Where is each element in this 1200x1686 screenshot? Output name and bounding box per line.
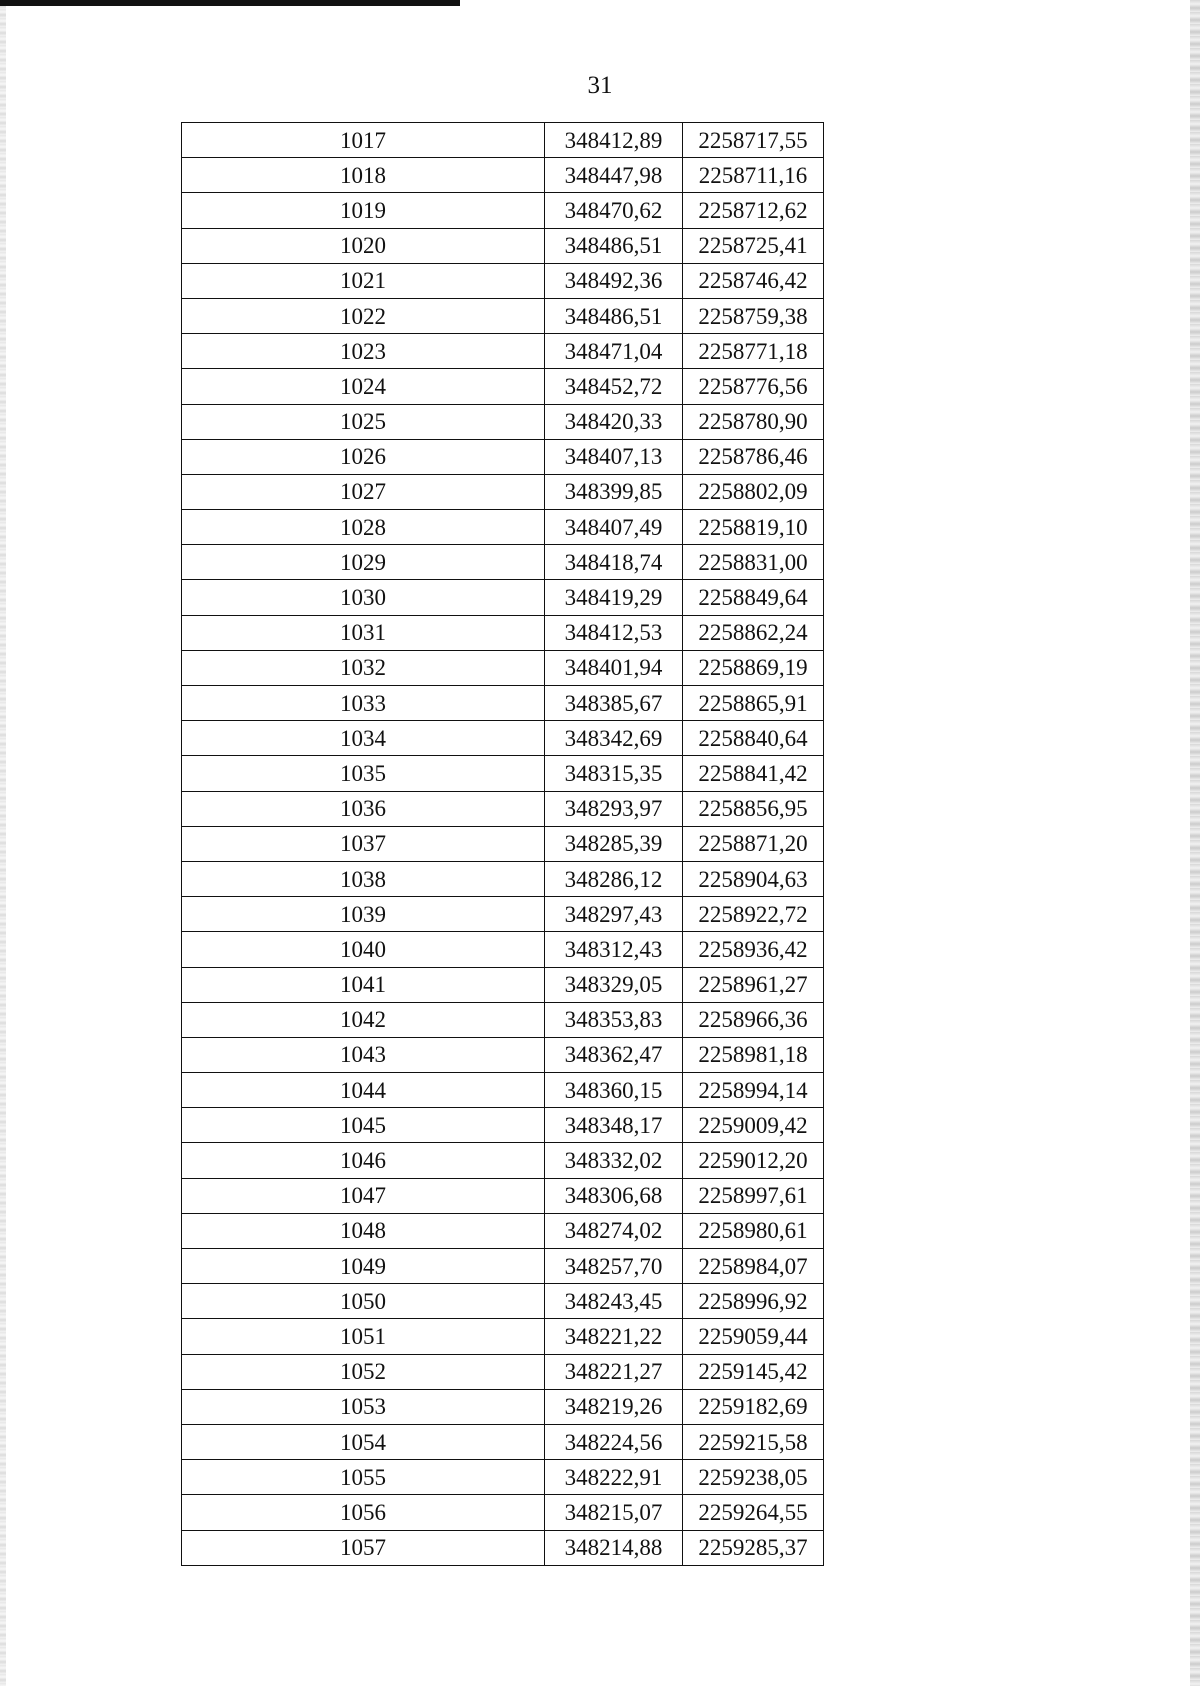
table-row <box>182 1143 824 1178</box>
x-coordinate-cell: 348399,85 <box>545 474 683 509</box>
table-row <box>182 897 824 932</box>
x-coordinate-cell: 348285,39 <box>545 826 683 861</box>
x-coordinate-cell: 348332,02 <box>545 1143 683 1178</box>
coordinates-table <box>181 122 824 1566</box>
table-row <box>182 228 824 263</box>
table-row <box>182 1073 824 1108</box>
x-coordinate-cell: 348219,26 <box>545 1389 683 1424</box>
point-number-cell: 1028 <box>182 510 545 545</box>
table-row <box>182 1530 824 1565</box>
x-coordinate-cell: 348360,15 <box>545 1073 683 1108</box>
table-row <box>182 1037 824 1072</box>
x-coordinate-cell: 348419,29 <box>545 580 683 615</box>
y-coordinate-cell: 2258780,90 <box>683 404 824 439</box>
point-number-cell: 1022 <box>182 298 545 333</box>
x-coordinate-cell: 348412,89 <box>545 123 683 158</box>
point-number-cell: 1047 <box>182 1178 545 1213</box>
point-number-cell: 1029 <box>182 545 545 580</box>
table-row <box>182 1284 824 1319</box>
point-number-cell: 1017 <box>182 123 545 158</box>
y-coordinate-cell: 2258776,56 <box>683 369 824 404</box>
y-coordinate-cell: 2259059,44 <box>683 1319 824 1354</box>
page-number: 31 <box>587 72 613 99</box>
point-number-cell: 1057 <box>182 1530 545 1565</box>
x-coordinate-cell: 348221,27 <box>545 1354 683 1389</box>
point-number-cell: 1052 <box>182 1354 545 1389</box>
point-number-cell: 1044 <box>182 1073 545 1108</box>
point-number-cell: 1019 <box>182 193 545 228</box>
table-row <box>182 1249 824 1284</box>
y-coordinate-cell: 2258922,72 <box>683 897 824 932</box>
point-number-cell: 1027 <box>182 474 545 509</box>
table-row <box>182 123 824 158</box>
y-coordinate-cell: 2259012,20 <box>683 1143 824 1178</box>
y-coordinate-cell: 2258786,46 <box>683 439 824 474</box>
scan-edge-right <box>1190 0 1200 1686</box>
y-coordinate-cell: 2258904,63 <box>683 861 824 896</box>
point-number-cell: 1040 <box>182 932 545 967</box>
x-coordinate-cell: 348353,83 <box>545 1002 683 1037</box>
table-row <box>182 1495 824 1530</box>
x-coordinate-cell: 348418,74 <box>545 545 683 580</box>
x-coordinate-cell: 348420,33 <box>545 404 683 439</box>
y-coordinate-cell: 2258980,61 <box>683 1213 824 1248</box>
x-coordinate-cell: 348492,36 <box>545 263 683 298</box>
point-number-cell: 1021 <box>182 263 545 298</box>
y-coordinate-cell: 2258840,64 <box>683 721 824 756</box>
table-row <box>182 615 824 650</box>
table-row <box>182 686 824 721</box>
y-coordinate-cell: 2258831,00 <box>683 545 824 580</box>
coordinates-table-body <box>182 123 824 1566</box>
x-coordinate-cell: 348315,35 <box>545 756 683 791</box>
point-number-cell: 1045 <box>182 1108 545 1143</box>
y-coordinate-cell: 2258849,64 <box>683 580 824 615</box>
x-coordinate-cell: 348297,43 <box>545 897 683 932</box>
point-number-cell: 1055 <box>182 1460 545 1495</box>
y-coordinate-cell: 2259009,42 <box>683 1108 824 1143</box>
table-row <box>182 334 824 369</box>
x-coordinate-cell: 348447,98 <box>545 158 683 193</box>
y-coordinate-cell: 2258841,42 <box>683 756 824 791</box>
y-coordinate-cell: 2258771,18 <box>683 334 824 369</box>
x-coordinate-cell: 348221,22 <box>545 1319 683 1354</box>
point-number-cell: 1054 <box>182 1424 545 1459</box>
table-row <box>182 404 824 439</box>
x-coordinate-cell: 348471,04 <box>545 334 683 369</box>
point-number-cell: 1031 <box>182 615 545 650</box>
table-row <box>182 298 824 333</box>
point-number-cell: 1033 <box>182 686 545 721</box>
point-number-cell: 1048 <box>182 1213 545 1248</box>
y-coordinate-cell: 2258725,41 <box>683 228 824 263</box>
table-row <box>182 1178 824 1213</box>
table-row <box>182 791 824 826</box>
table-row <box>182 580 824 615</box>
y-coordinate-cell: 2259182,69 <box>683 1389 824 1424</box>
y-coordinate-cell: 2258997,61 <box>683 1178 824 1213</box>
table-row <box>182 932 824 967</box>
table-row <box>182 1002 824 1037</box>
point-number-cell: 1039 <box>182 897 545 932</box>
y-coordinate-cell: 2258802,09 <box>683 474 824 509</box>
x-coordinate-cell: 348215,07 <box>545 1495 683 1530</box>
y-coordinate-cell: 2258711,16 <box>683 158 824 193</box>
y-coordinate-cell: 2258819,10 <box>683 510 824 545</box>
point-number-cell: 1042 <box>182 1002 545 1037</box>
x-coordinate-cell: 348401,94 <box>545 650 683 685</box>
table-row <box>182 650 824 685</box>
scan-edge-left <box>0 0 6 1686</box>
table-row <box>182 967 824 1002</box>
y-coordinate-cell: 2259215,58 <box>683 1424 824 1459</box>
point-number-cell: 1024 <box>182 369 545 404</box>
table-row <box>182 721 824 756</box>
x-coordinate-cell: 348362,47 <box>545 1037 683 1072</box>
x-coordinate-cell: 348486,51 <box>545 228 683 263</box>
x-coordinate-cell: 348329,05 <box>545 967 683 1002</box>
point-number-cell: 1030 <box>182 580 545 615</box>
table-row <box>182 193 824 228</box>
y-coordinate-cell: 2258966,36 <box>683 1002 824 1037</box>
x-coordinate-cell: 348257,70 <box>545 1249 683 1284</box>
x-coordinate-cell: 348214,88 <box>545 1530 683 1565</box>
y-coordinate-cell: 2258862,24 <box>683 615 824 650</box>
x-coordinate-cell: 348452,72 <box>545 369 683 404</box>
point-number-cell: 1056 <box>182 1495 545 1530</box>
y-coordinate-cell: 2258869,19 <box>683 650 824 685</box>
x-coordinate-cell: 348224,56 <box>545 1424 683 1459</box>
x-coordinate-cell: 348486,51 <box>545 298 683 333</box>
x-coordinate-cell: 348222,91 <box>545 1460 683 1495</box>
table-row <box>182 263 824 298</box>
table-row <box>182 1460 824 1495</box>
point-number-cell: 1053 <box>182 1389 545 1424</box>
table-row <box>182 861 824 896</box>
y-coordinate-cell: 2258746,42 <box>683 263 824 298</box>
y-coordinate-cell: 2258865,91 <box>683 686 824 721</box>
x-coordinate-cell: 348407,49 <box>545 510 683 545</box>
point-number-cell: 1018 <box>182 158 545 193</box>
y-coordinate-cell: 2258871,20 <box>683 826 824 861</box>
y-coordinate-cell: 2259145,42 <box>683 1354 824 1389</box>
point-number-cell: 1049 <box>182 1249 545 1284</box>
y-coordinate-cell: 2259238,05 <box>683 1460 824 1495</box>
y-coordinate-cell: 2258712,62 <box>683 193 824 228</box>
table-row <box>182 1389 824 1424</box>
header-rule <box>0 0 460 6</box>
table-row <box>182 369 824 404</box>
x-coordinate-cell: 348274,02 <box>545 1213 683 1248</box>
point-number-cell: 1041 <box>182 967 545 1002</box>
table-row <box>182 826 824 861</box>
table-row <box>182 1319 824 1354</box>
table-row <box>182 474 824 509</box>
x-coordinate-cell: 348243,45 <box>545 1284 683 1319</box>
point-number-cell: 1034 <box>182 721 545 756</box>
point-number-cell: 1023 <box>182 334 545 369</box>
x-coordinate-cell: 348348,17 <box>545 1108 683 1143</box>
table-row <box>182 158 824 193</box>
x-coordinate-cell: 348293,97 <box>545 791 683 826</box>
table-row <box>182 510 824 545</box>
y-coordinate-cell: 2258994,14 <box>683 1073 824 1108</box>
x-coordinate-cell: 348470,62 <box>545 193 683 228</box>
table-row <box>182 1424 824 1459</box>
table-row <box>182 756 824 791</box>
point-number-cell: 1043 <box>182 1037 545 1072</box>
x-coordinate-cell: 348286,12 <box>545 861 683 896</box>
point-number-cell: 1035 <box>182 756 545 791</box>
y-coordinate-cell: 2258981,18 <box>683 1037 824 1072</box>
y-coordinate-cell: 2258717,55 <box>683 123 824 158</box>
y-coordinate-cell: 2258984,07 <box>683 1249 824 1284</box>
y-coordinate-cell: 2258759,38 <box>683 298 824 333</box>
point-number-cell: 1037 <box>182 826 545 861</box>
y-coordinate-cell: 2259285,37 <box>683 1530 824 1565</box>
y-coordinate-cell: 2258961,27 <box>683 967 824 1002</box>
point-number-cell: 1032 <box>182 650 545 685</box>
point-number-cell: 1046 <box>182 1143 545 1178</box>
x-coordinate-cell: 348342,69 <box>545 721 683 756</box>
point-number-cell: 1025 <box>182 404 545 439</box>
table-row <box>182 545 824 580</box>
x-coordinate-cell: 348412,53 <box>545 615 683 650</box>
point-number-cell: 1020 <box>182 228 545 263</box>
point-number-cell: 1026 <box>182 439 545 474</box>
y-coordinate-cell: 2259264,55 <box>683 1495 824 1530</box>
x-coordinate-cell: 348306,68 <box>545 1178 683 1213</box>
point-number-cell: 1050 <box>182 1284 545 1319</box>
x-coordinate-cell: 348312,43 <box>545 932 683 967</box>
table-row <box>182 1213 824 1248</box>
table-row <box>182 1108 824 1143</box>
table-row <box>182 439 824 474</box>
table-row <box>182 1354 824 1389</box>
point-number-cell: 1038 <box>182 861 545 896</box>
y-coordinate-cell: 2258856,95 <box>683 791 824 826</box>
point-number-cell: 1036 <box>182 791 545 826</box>
y-coordinate-cell: 2258996,92 <box>683 1284 824 1319</box>
x-coordinate-cell: 348385,67 <box>545 686 683 721</box>
x-coordinate-cell: 348407,13 <box>545 439 683 474</box>
y-coordinate-cell: 2258936,42 <box>683 932 824 967</box>
point-number-cell: 1051 <box>182 1319 545 1354</box>
